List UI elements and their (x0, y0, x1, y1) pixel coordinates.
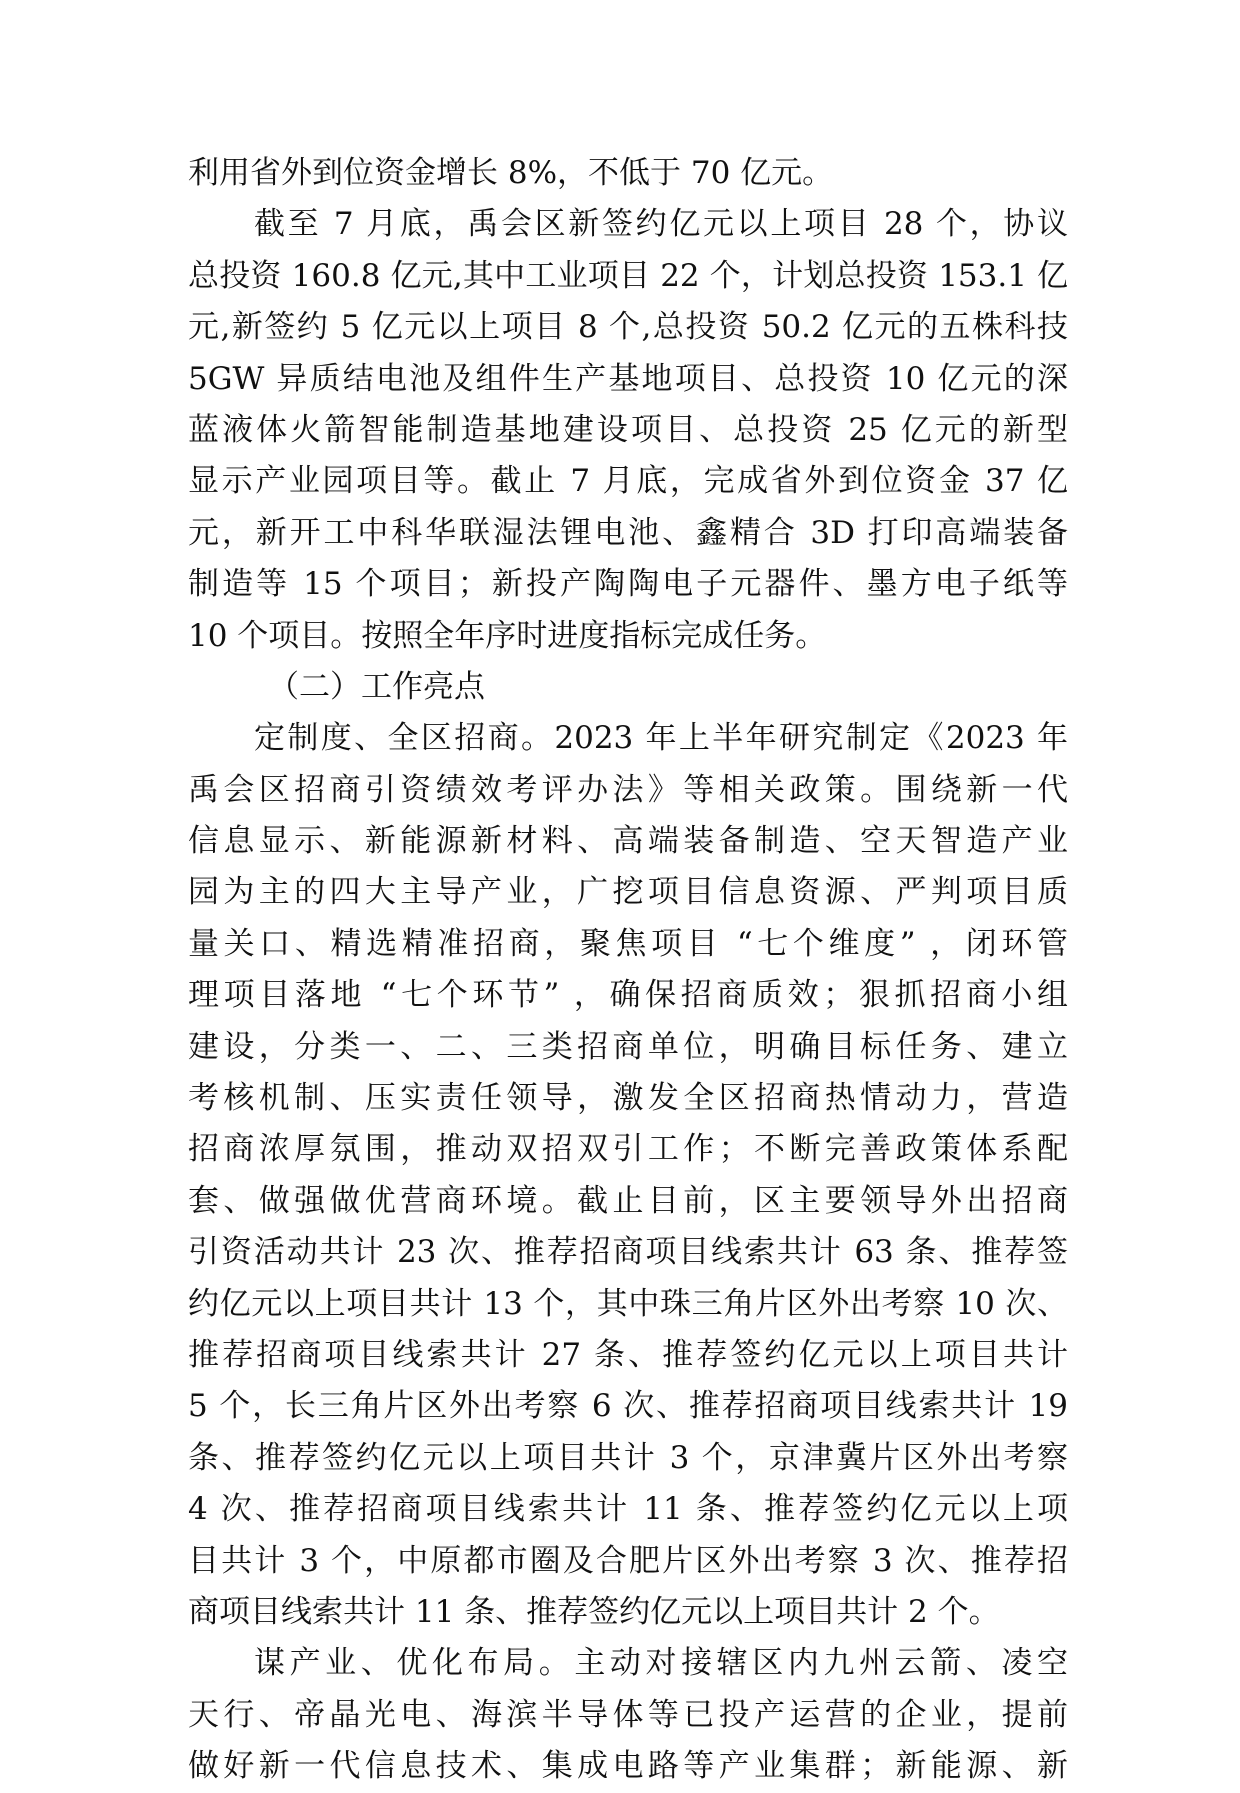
text-line: 蓝液体火箭智能制造基地建设项目、总投资 25 亿元的新型 (188, 411, 1068, 448)
text-line: 量关口、精选精准招商，聚焦项目 “七个维度” ，闭环管 (188, 925, 1068, 962)
text-line: 总投资 160.8 亿元,其中工业项目 22 个，计划总投资 153.1 亿 (188, 257, 1068, 294)
text-line: 做好新一代信息技术、集成电路等产业集群；新能源、新 (188, 1748, 1068, 1785)
text-line: 条、推荐签约亿元以上项目共计 3 个，京津冀片区外出考察 (188, 1439, 1068, 1476)
text-line: 谋产业、优化布局。主动对接辖区内九州云箭、凌空 (254, 1645, 1068, 1682)
text-line: 天行、帝晶光电、海滨半导体等已投产运营的企业，提前 (188, 1696, 1068, 1733)
text-line: 商项目线索共计 11 条、推荐签约亿元以上项目共计 2 个。 (188, 1593, 1000, 1630)
text-line: 截至 7 月底，禹会区新签约亿元以上项目 28 个，协议 (254, 206, 1068, 243)
text-line: 园为主的四大主导产业，广挖项目信息资源、严判项目质 (188, 874, 1068, 911)
text-line: 目共计 3 个，中原都市圈及合肥片区外出考察 3 次、推荐招 (188, 1542, 1068, 1579)
text-line: 建设，分类一、二、三类招商单位，明确目标任务、建立 (188, 1028, 1068, 1065)
text-line: 引资活动共计 23 次、推荐招商项目线索共计 63 条、推荐签 (188, 1234, 1068, 1271)
text-line: 考核机制、压实责任领导，激发全区招商热情动力，营造 (188, 1080, 1068, 1117)
text-line: 10 个项目。按照全年序时进度指标完成任务。 (188, 617, 827, 654)
text-line: 套、做强做优营商环境。截止目前，区主要领导外出招商 (188, 1182, 1068, 1219)
text-line: 利用省外到位资金增长 8%，不低于 70 亿元。 (188, 155, 834, 191)
document-body (188, 148, 1068, 1793)
text-line: 禹会区招商引资绩效考评办法》等相关政策。围绕新一代 (188, 771, 1068, 808)
text-line: 理项目落地 “七个环节” ，确保招商质效；狠抓招商小组 (188, 977, 1068, 1014)
text-line: 元，新开工中科华联湿法锂电池、鑫精合 3D 打印高端装备 (188, 514, 1068, 551)
text-line: 招商浓厚氛围，推动双招双引工作；不断完善政策体系配 (188, 1131, 1068, 1168)
text-line: 5 个，长三角片区外出考察 6 次、推荐招商项目线索共计 19 (188, 1388, 1068, 1425)
text-line: 推荐招商项目线索共计 27 条、推荐签约亿元以上项目共计 (188, 1336, 1068, 1373)
text-line: 显示产业园项目等。截止 7 月底，完成省外到位资金 37 亿 (188, 463, 1068, 500)
text-line: 制造等 15 个项目；新投产陶陶电子元器件、墨方电子纸等 (188, 566, 1068, 603)
section-heading: （二）工作亮点 (268, 668, 485, 705)
text-line: 4 次、推荐招商项目线索共计 11 条、推荐签约亿元以上项 (188, 1491, 1068, 1528)
text-line: 元,新签约 5 亿元以上项目 8 个,总投资 50.2 亿元的五株科技 (188, 309, 1068, 346)
text-line: 5GW 异质结电池及组件生产基地项目、总投资 10 亿元的深 (188, 360, 1068, 397)
text-line: 信息显示、新能源新材料、高端装备制造、空天智造产业 (188, 823, 1068, 860)
text-line: 定制度、全区招商。2023 年上半年研究制定《2023 年 (254, 720, 1068, 757)
text-line: 约亿元以上项目共计 13 个，其中珠三角片区外出考察 10 次、 (188, 1285, 1068, 1322)
